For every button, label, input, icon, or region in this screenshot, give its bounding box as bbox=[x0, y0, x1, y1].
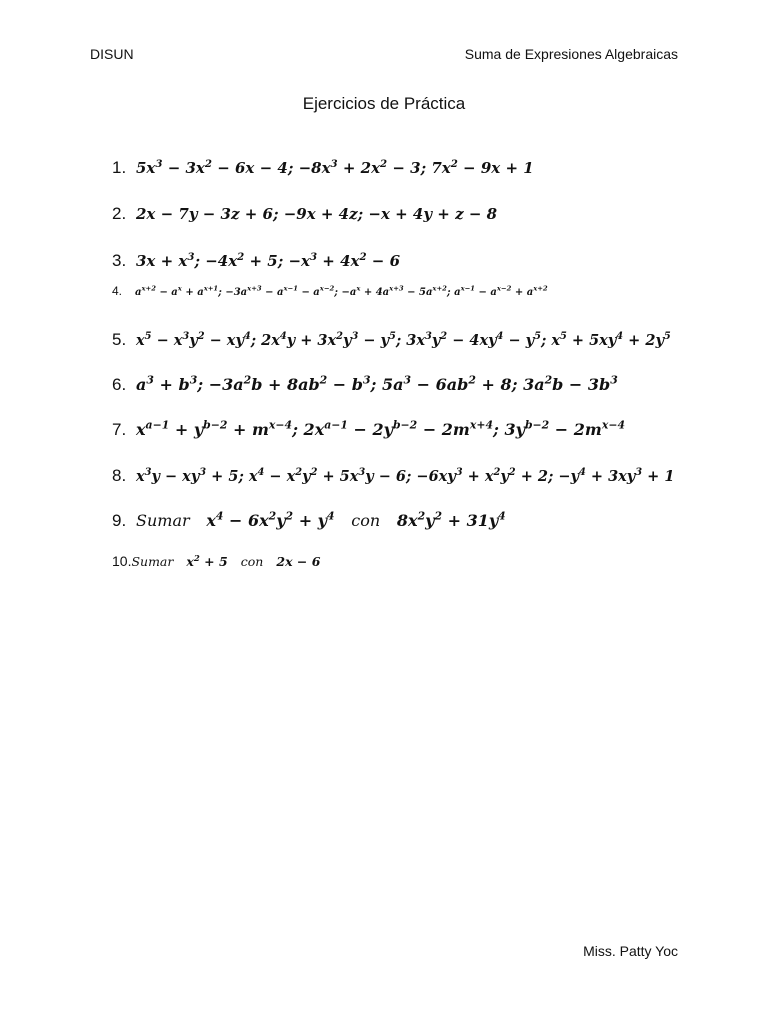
exercise-item bbox=[112, 330, 671, 350]
exercise-item bbox=[112, 511, 506, 531]
exercise-number: 6. bbox=[112, 375, 127, 394]
exercise-expression: $a^3 + b^3$; $-3a^2b + 8ab^2 - b^3$; $5a^3 - 6ab^2 + 8$; $3a^2b - 3b^3$ bbox=[136, 373, 618, 394]
header-right-text: Suma de Expresiones Algebraicas bbox=[464, 46, 678, 62]
exercise-item bbox=[112, 204, 497, 224]
exercise-number: 2. bbox=[112, 204, 127, 223]
exercise-expression: $a^{x+2} - a^x + a^{x+1}$; $-3a^{x+3} - a^{x-1} - a^{x-2}$; $-a^x + 4a^{x+3} - 5a^{x+2}$; $a^{x-1} - a^{x-2} + a^{x+2}$ bbox=[135, 284, 548, 298]
exercise-number: 4. bbox=[112, 284, 123, 298]
exercise-expression: $x^3y - xy^3 + 5$; $x^4 - x^2y^2 + 5x^3y - 6$; $-6xy^3 + x^2y^2 + 2$; $-y^4 + 3xy^3 + 1$ bbox=[136, 467, 675, 485]
exercise-item bbox=[112, 553, 320, 569]
exercise-number: 10. bbox=[112, 553, 132, 569]
exercise-item bbox=[112, 466, 674, 486]
exercise-number: 3. bbox=[112, 251, 127, 270]
exercise-expression: Sumar $x^2 + 5$ con 2x − 6 bbox=[131, 553, 321, 569]
exercise-number: 5. bbox=[112, 330, 127, 349]
footer-author: Miss. Patty Yoc bbox=[583, 943, 678, 959]
exercise-number: 1. bbox=[112, 158, 127, 177]
exercise-expression: $x^{a-1} + y^{b-2} + m^{x-4}$; $2x^{a-1} - 2y^{b-2} - 2m^{x+4}$; $3y^{b-2} - 2m^{x-4}$ bbox=[136, 418, 626, 439]
exercise-expression: $3x + x^3$; $-4x^2 + 5$; $-x^3 + 4x^2 - 6$ bbox=[136, 251, 401, 270]
exercise-number: 8. bbox=[112, 466, 127, 485]
header-left-text: DISUN bbox=[90, 46, 134, 62]
page-title: Ejercicios de Práctica bbox=[302, 94, 466, 113]
exercise-item bbox=[112, 375, 618, 395]
exercise-expression: Sumar $x^4 - 6x^2y^2 + y^4$ con $8x^2y^2 + 31y^4$ bbox=[136, 509, 506, 530]
exercise-expression: $5x^3 - 3x^2 - 6x - 4$; $-8x^3 + 2x^2 - 3$; $7x^2 - 9x + 1$ bbox=[136, 158, 534, 177]
exercise-number: 9. bbox=[112, 511, 127, 530]
exercise-item bbox=[112, 420, 625, 440]
exercise-expression: $x^5 - x^3y^2 - xy^4$; $2x^4y + 3x^2y^3 - y^5$; $3x^3y^2 - 4xy^4 - y^5$; $x^5 + 5xy^4 + 2y^5$ bbox=[136, 331, 671, 349]
exercise-item bbox=[112, 284, 548, 298]
exercise-item bbox=[112, 251, 400, 271]
exercise-expression: 2x − 7y − 3z + 6; −9x + 4z; −x + 4y + z − 8 bbox=[136, 205, 498, 223]
exercise-number: 7. bbox=[112, 420, 127, 439]
exercise-item bbox=[112, 158, 534, 178]
